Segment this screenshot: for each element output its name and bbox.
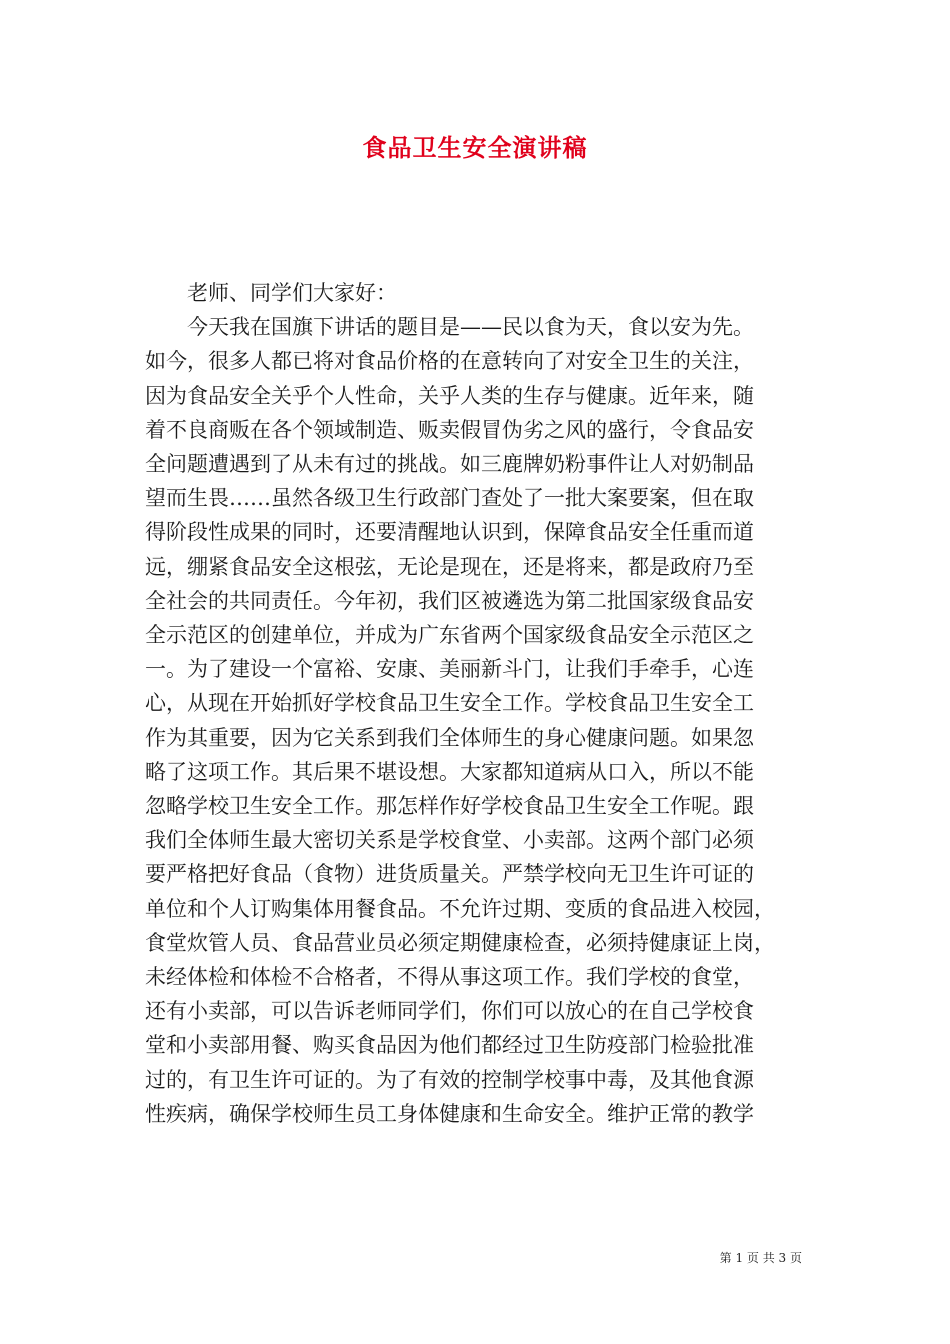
body-line: 远，绷紧食品安全这根弦，无论是现在，还是将来，都是政府乃至: [145, 554, 754, 579]
body-line: 要严格把好食品（食物）进货质量关。严禁学校向无卫生许可证的: [145, 862, 754, 887]
body-line: 今天我在国旗下讲话的题目是——民以食为天，食以安为先。: [187, 315, 754, 340]
body-line: 食堂炊管人员、食品营业员必须定期健康检查，必须持健康证上岗，: [145, 930, 775, 955]
body-line: 望而生畏……虽然各级卫生行政部门查处了一批大案要案，但在取: [145, 486, 754, 511]
document-title: 食品卫生安全演讲稿: [362, 133, 588, 162]
document-body: [145, 276, 805, 1131]
body-line: 我们全体师生最大密切关系是学校食堂、小卖部。这两个部门必须: [145, 828, 754, 853]
body-line: 一。为了建设一个富裕、安康、美丽新斗门，让我们手牵手，心连: [145, 657, 754, 682]
body-line: 还有小卖部，可以告诉老师同学们，你们可以放心的在自己学校食: [145, 999, 754, 1024]
body-line: 忽略学校卫生安全工作。那怎样作好学校食品卫生安全工作呢。跟: [145, 794, 754, 819]
body-line: 未经体检和体检不合格者，不得从事这项工作。我们学校的食堂，: [145, 965, 754, 990]
greeting-paragraph: [145, 276, 805, 310]
body-line: 略了这项工作。其后果不堪设想。大家都知道病从口入，所以不能: [145, 759, 754, 784]
body-line: 着不良商贩在各个领域制造、贩卖假冒伪劣之风的盛行，令食品安: [145, 417, 754, 442]
body-line: 作为其重要，因为它关系到我们全体师生的身心健康问题。如果忽: [145, 725, 754, 750]
body-line: 心，从现在开始抓好学校食品卫生安全工作。学校食品卫生安全工: [145, 691, 754, 716]
body-line: 全问题遭遇到了从未有过的挑战。如三鹿牌奶粉事件让人对奶制品: [145, 452, 754, 477]
body-line: 性疾病，确保学校师生员工身体健康和生命安全。维护正常的教学: [145, 1101, 754, 1126]
body-line: 如今，很多人都已将对食品价格的在意转向了对安全卫生的关注，: [145, 349, 754, 374]
body-line: 全社会的共同责任。今年初，我们区被遴选为第二批国家级食品安: [145, 588, 754, 613]
body-line: 得阶段性成果的同时，还要清醒地认识到，保障食品安全任重而道: [145, 520, 754, 545]
page-footer: 第 1 页 共 3 页: [719, 1251, 802, 1265]
body-line: 过的，有卫生许可证的。为了有效的控制学校事中毒，及其他食源: [145, 1067, 754, 1092]
body-line: 单位和个人订购集体用餐食品。不允许过期、变质的食品进入校园，: [145, 896, 775, 921]
main-paragraph: [145, 310, 805, 1131]
greeting-line: 老师、同学们大家好：: [187, 281, 397, 305]
body-line: 因为食品安全关乎个人性命，关乎人类的生存与健康。近年来，随: [145, 383, 754, 408]
body-line: 堂和小卖部用餐、购买食品因为他们都经过卫生防疫部门检验批准: [145, 1033, 754, 1058]
body-line: 全示范区的创建单位，并成为广东省两个国家级食品安全示范区之: [145, 623, 754, 648]
